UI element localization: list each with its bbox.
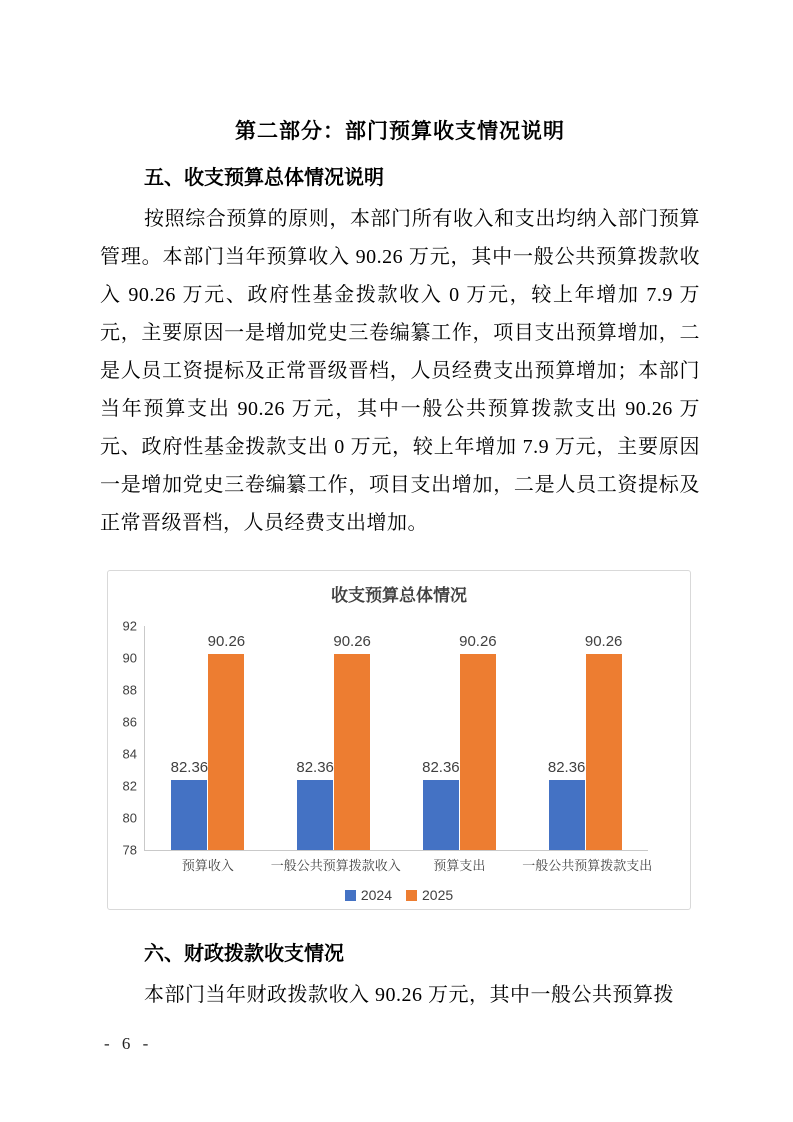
- section6-heading: 六、财政拨款收支情况: [144, 943, 344, 965]
- data-label: 82.36: [296, 759, 334, 777]
- chart-body: [108, 618, 690, 858]
- section6-paragraph: 本部门当年财政拨款收入 90.26 万元，其中一般公共预算拨: [144, 984, 674, 1006]
- bar-group: [422, 626, 496, 850]
- x-axis-label: 一般公共预算拨款支出: [522, 858, 653, 873]
- bar-column-2024: [297, 626, 334, 850]
- bar-column-2024: [422, 626, 459, 850]
- data-label: 82.36: [422, 759, 460, 777]
- legend-swatch-icon: [345, 890, 356, 901]
- y-axis: [108, 618, 144, 858]
- data-label: 90.26: [459, 632, 497, 650]
- legend-swatch-icon: [406, 890, 417, 901]
- part-title: 第二部分：部门预算收支情况说明: [235, 119, 565, 143]
- bar-column-2024: [548, 626, 585, 850]
- legend-item: [345, 887, 392, 903]
- data-label: 82.36: [547, 759, 586, 777]
- legend-label: 2024: [360, 887, 392, 903]
- x-axis-labels: [145, 857, 653, 875]
- x-axis-label: 预算收入: [181, 858, 234, 873]
- bar-column-2024: [171, 626, 208, 850]
- bar-column-2025: [459, 626, 496, 850]
- legend-label: 2025: [422, 887, 454, 903]
- data-label: 90.26: [333, 632, 371, 650]
- y-tick-label: 80: [122, 810, 137, 826]
- section5-heading: 五、收支预算总体情况说明: [144, 167, 384, 189]
- bar-group: [297, 626, 371, 850]
- bar-column-2025: [208, 626, 245, 850]
- bar-column-2025: [585, 626, 622, 850]
- x-axis-label: 预算支出: [433, 858, 486, 873]
- bar-column-2025: [334, 626, 371, 850]
- bar-2025: [460, 654, 496, 850]
- data-label: 90.26: [207, 632, 246, 650]
- page-number: - 6 -: [104, 1034, 153, 1053]
- section5-paragraph: 按照综合预算的原则，本部门所有收入和支出均纳入部门预算管理。本部门当年预算收入 90.26 万元，其中一般公共预算拨款收入 90.26 万元、政府性基金拨款收入 0 万元，较上年增加 7.9 万元，主要原因一是增加党史三卷编纂工作，项目支出预算增加，二是人员工资提标及正常晋级晋档，人员经费支出预算增加；本部门当年预算支出 90.26 万元，其中一般公共预算拨款支出 90.26 万元、政府性基金拨款支出 0 万元，较上年增加 7.9 万元，主要原因一是增加党史三卷编纂工作，项目支出增加，二是人员工资提标及正常晋级晋档，人员经费支出增加。: [100, 208, 700, 534]
- bar-group: [171, 626, 245, 850]
- y-tick-label: 78: [122, 842, 137, 858]
- y-tick-label: 92: [122, 618, 137, 634]
- y-tick-label: 90: [122, 650, 137, 666]
- bar-2024: [297, 780, 333, 850]
- y-tick-label: 82: [122, 778, 137, 794]
- y-tick-label: 88: [122, 682, 137, 698]
- x-axis-label: 一般公共预算拨款收入: [270, 858, 401, 873]
- bar-2025: [208, 654, 244, 850]
- data-label: 90.26: [584, 632, 623, 650]
- chart-title: 收支预算总体情况: [331, 586, 467, 605]
- bar-2025: [334, 654, 370, 850]
- legend-item: [406, 887, 453, 903]
- budget-overview-chart: [107, 570, 691, 910]
- chart-legend: [108, 887, 690, 903]
- plot-area: [144, 626, 648, 851]
- y-tick-label: 86: [122, 714, 137, 730]
- bar-2024: [423, 780, 459, 850]
- bar-group: [548, 626, 622, 850]
- bar-2024: [171, 780, 207, 850]
- bar-2024: [549, 780, 585, 850]
- bar-2025: [586, 654, 622, 850]
- data-label: 82.36: [170, 759, 209, 777]
- y-tick-label: 84: [122, 746, 137, 762]
